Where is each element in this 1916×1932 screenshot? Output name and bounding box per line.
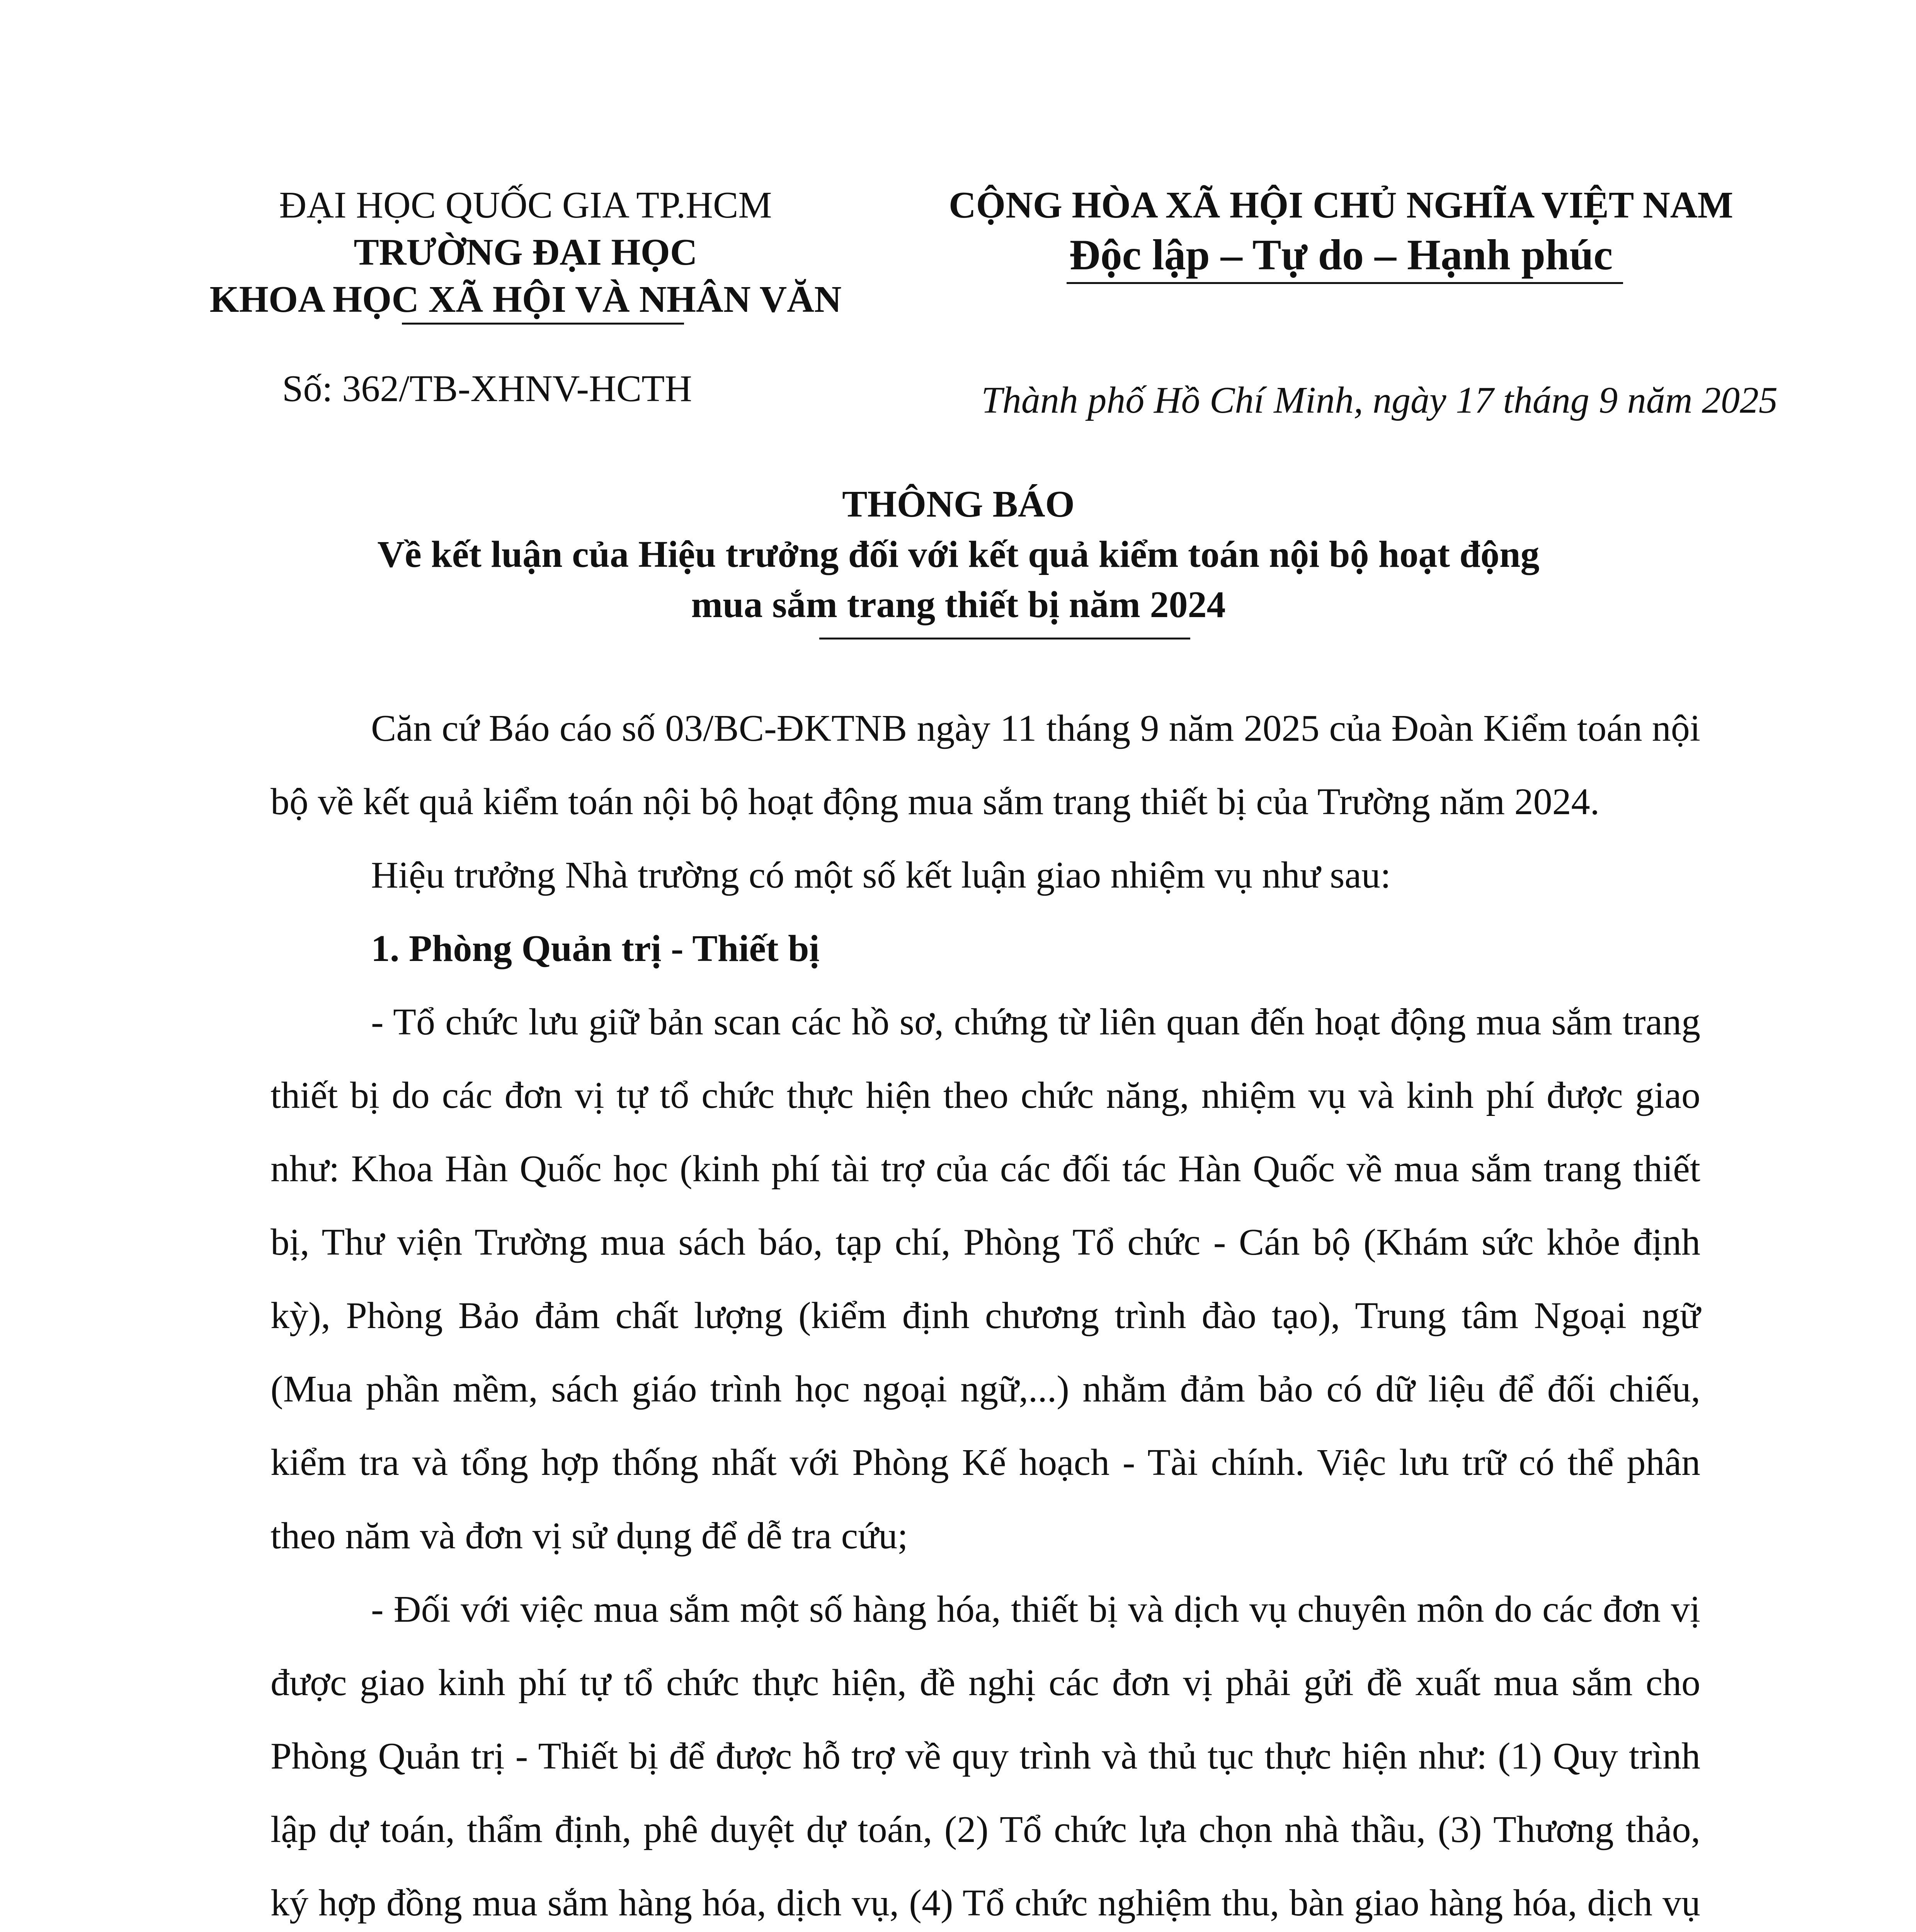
agency-line-3: KHOA HỌC XÃ HỘI VÀ NHÂN VĂN — [209, 279, 842, 320]
paragraph-basis: Căn cứ Báo cáo số 03/BC-ĐKTNB ngày 11 tháng 9 năm 2025 của Đoàn Kiểm toán nội bộ về kết quả kiểm toán nội bộ hoạt động mua sắm trang thiết bị của Trường năm 2024. — [271, 707, 1700, 823]
paragraph-section1-item2: - Đối với việc mua sắm một số hàng hóa, thiết bị và dịch vụ chuyên môn do các đơn vị được giao kinh phí tự tổ chức thực hiện, đề nghị các đơn vị phải gửi đề xuất mua sắm cho Phòng Quản trị - Thiết bị để được hỗ trợ về quy trình và thủ tục thực hiện như: (1) Quy trình lập dự toán, thẩm định, phê duyệt dự toán, (2) Tổ chức lựa chọn nhà thầu, (3) Thương thảo, ký hợp đồng mua sắm hàng hóa, dịch vụ, (4) Tổ chức nghiệm thu, bàn giao hàng hóa, dịch vụ — [271, 1588, 1700, 1924]
agency-line-2: TRƯỜNG ĐẠI HỌC — [354, 231, 698, 273]
document-date: Thành phố Hồ Chí Minh, ngày 17 tháng 9 năm 2025 — [981, 379, 1778, 421]
motto-underline — [1067, 282, 1623, 284]
document-subject-line-2: mua sắm trang thiết bị năm 2024 — [691, 584, 1226, 626]
paragraph-intro: Hiệu trưởng Nhà trường có một số kết luận giao nhiệm vụ như sau: — [371, 854, 1391, 896]
document-subject-line-1: Về kết luận của Hiệu trưởng đối với kết quả kiểm toán nội bộ hoạt động — [377, 534, 1540, 575]
document-title-block — [193, 479, 1724, 630]
document-type-heading: THÔNG BÁO — [842, 483, 1075, 525]
agency-line-1: ĐẠI HỌC QUỐC GIA TP.HCM — [279, 184, 772, 226]
issuing-agency-block — [162, 182, 889, 323]
national-title: CỘNG HÒA XÃ HỘI CHỦ NGHĨA VIỆT NAM — [948, 184, 1734, 226]
agency-underline — [402, 323, 684, 325]
document-number: Số: 362/TB-XHNV-HCTH — [282, 368, 692, 410]
document-body — [271, 692, 1700, 1932]
national-motto-block — [900, 182, 1782, 281]
national-motto: Độc lập – Tự do – Hạnh phúc — [1069, 231, 1613, 279]
section-heading-1: 1. Phòng Quản trị - Thiết bị — [371, 928, 820, 969]
paragraph-section1-item1: - Tổ chức lưu giữ bản scan các hồ sơ, chứng từ liên quan đến hoạt động mua sắm trang thiết bị do các đơn vị tự tổ chức thực hiện theo chức năng, nhiệm vụ và kinh phí được giao như: Khoa Hàn Quốc học (kinh phí tài trợ của các đối tác Hàn Quốc về mua sắm trang thiết bị, Thư viện Trường mua sách báo, tạp chí, Phòng Tổ chức - Cán bộ (Khám sức khỏe định kỳ), Phòng Bảo đảm chất lượng (kiểm định chương trình đào tạo), Trung tâm Ngoại ngữ (Mua phần mềm, sách giáo trình học ngoại ngữ,...) nhằm đảm bảo có dữ liệu để đối chiếu, kiểm tra và tổng hợp thống nhất với Phòng Kế hoạch - Tài chính. Việc lưu trữ có thể phân theo năm và đơn vị sử dụng để dễ tra cứu; — [271, 1001, 1700, 1557]
title-underline — [819, 638, 1190, 639]
